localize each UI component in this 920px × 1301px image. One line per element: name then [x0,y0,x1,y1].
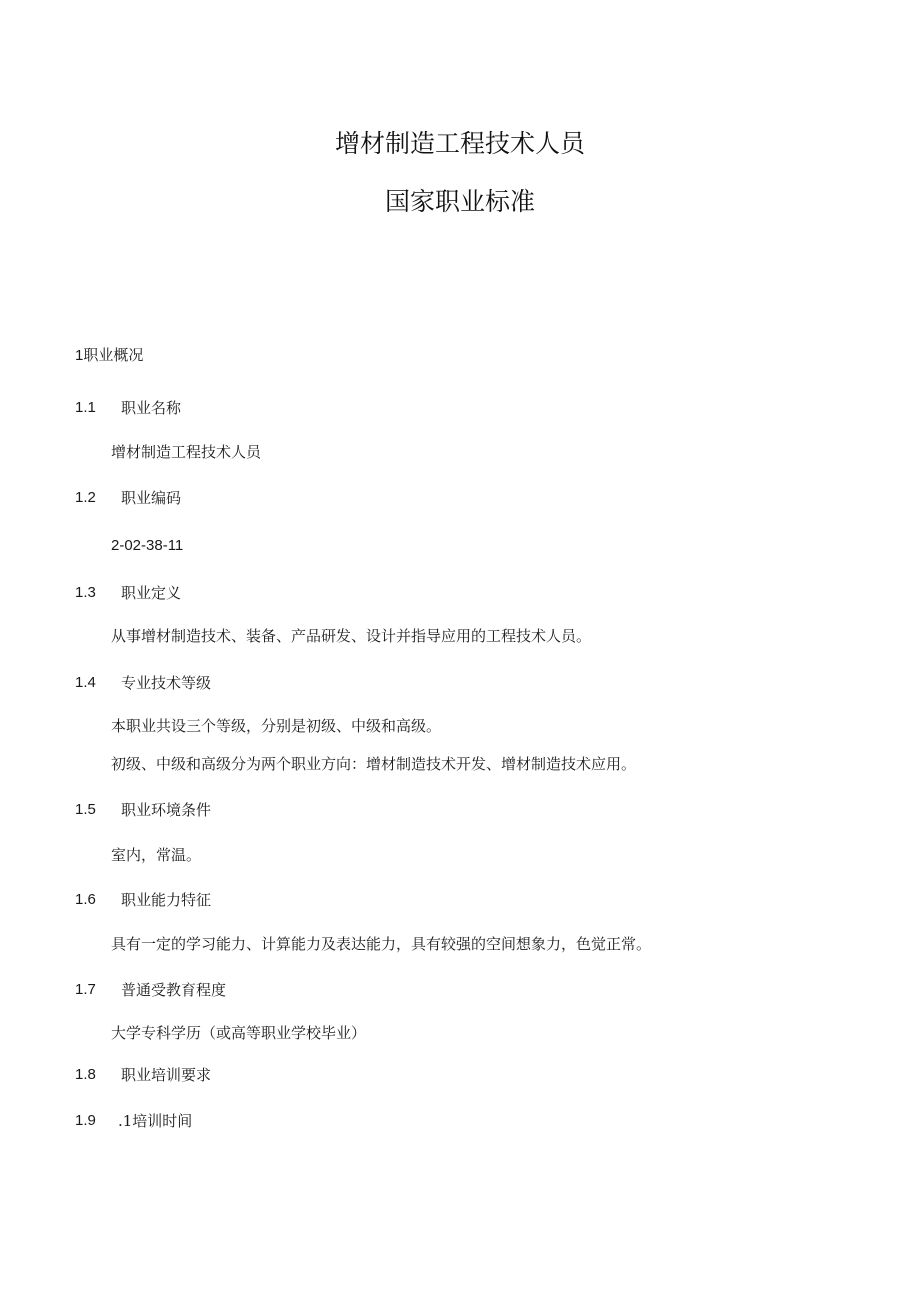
section-label: 专业技术等级 [121,674,212,692]
section-label: .1培训时间 [118,1112,193,1130]
paragraph-text: 大学专科学历（或高等职业学校毕业） [111,1024,367,1042]
paragraph-text: 室内，常温。 [111,846,202,864]
section-number: 1.1 [75,399,96,416]
paragraph-text: 本职业共设三个等级，分别是初级、中级和高级。 [111,717,442,735]
section-number: 1.8 [75,1066,96,1083]
document-title: 增材制造工程技术人员 [334,129,585,158]
section-number: 1.3 [75,584,96,601]
paragraph-text: 从事增材制造技术、装备、产品研发、设计并指导应用的工程技术人员。 [111,627,592,645]
section-label: 普通受教育程度 [121,981,227,999]
chapter-number: 1 [75,347,84,364]
section-number: 1.2 [75,489,96,506]
document-subtitle: 国家职业标准 [384,187,535,216]
paragraph-text: 初级、中级和高级分为两个职业方向：增材制造技术开发、增材制造技术应用。 [111,755,637,773]
section-label: 职业能力特征 [121,891,212,909]
paragraph-text: 具有一定的学习能力、计算能力及表达能力，具有较强的空间想象力，色觉正常。 [111,935,652,953]
paragraph-text: 增材制造工程技术人员 [111,443,262,461]
section-number: 1.7 [75,981,96,998]
section-label: 职业名称 [121,399,182,417]
section-label: 职业环境条件 [121,801,212,819]
section-number: 1.4 [75,674,96,691]
section-label: 职业编码 [121,489,182,507]
section-number: 1.5 [75,801,96,818]
section-label: 职业定义 [121,584,182,602]
chapter-label: 职业概况 [83,346,144,364]
occupation-code: 2-02-38-11 [111,537,184,554]
section-number: 1.6 [75,891,96,908]
section-label: 职业培训要求 [121,1066,212,1084]
section-number: 1.9 [75,1112,96,1129]
